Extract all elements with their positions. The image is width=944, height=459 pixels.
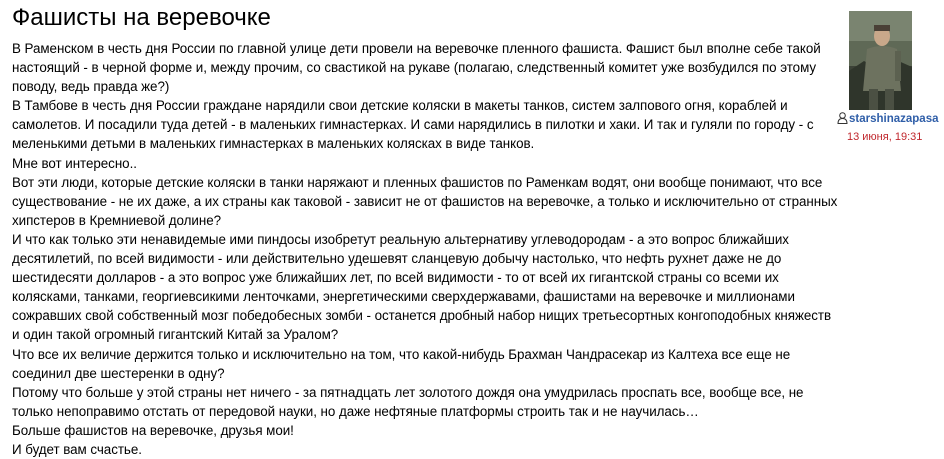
post-paragraph: В Раменском в честь дня России по главной улице дети провели на веревочке пленного фашиста. Фашист был вполне себе такой настоящий - в черной форме и, между прочим, со свастикой на рукаве (полагаю, следственный комитет уже возбудился по этому поводу, ведь правда же?) [12,41,821,95]
user-icon [837,112,848,124]
author-line [837,112,939,125]
post-paragraph: Что все их величие держится только и исключительно на том, что какой-нибудь Брахман Чандрасекар из Калтеха все еще не соединил две шестеренки в одну? [12,346,791,381]
author-box [835,8,943,158]
post-paragraph: Мне вот интересно.. [12,155,137,171]
post-title: Фашисты на веревочке [12,4,271,31]
post-paragraph: И что как только эти ненавидемые ими пиндосы изобретут реальную альтернативу углеводородам - а это вопрос ближайших десятилетий, по всей видимости - или действительно удешевят сланцевую добычу настолько, что нефть рухнет даже не до шестидесяти долларов - а это вопрос уже ближайших лет, по всей видимости - то от всей их гигантской страны со всеми их колясками, танками, георгиевсикими ленточками, энергетическими сверхдержавами, фашистами на веревочке и миллионами сожравших свой собственный мозг победобесных зомби - останется дробный набор нищих третьесортных конгоподобных княжеств и один такой огромный гигантский Китай за Уралом? [12,231,832,343]
username-link[interactable]: starshinazapasa [849,113,939,125]
post-paragraph: И будет вам счастье. [12,441,142,457]
avatar-photo [849,11,912,110]
post-body [12,39,842,459]
post-paragraph: В Тамбове в честь дня России граждане нарядили свои детские коляски в макеты танков, систем залпового огня, кораблей и самолетов. И посадили туда детей - в маленьких гимнастерках. И сами нарядились в пилотки и хаки. И так и гуляли по городу - с меленькими детьми в маленьких гимнастерках в маленьких колясках в виде танков. [12,98,814,152]
post-paragraph: Больше фашистов на веревочке, друзья мои! [12,422,294,438]
post-timestamp: 13 июня, 19:31 [847,131,923,143]
post-paragraph: Вот эти люди, которые детские коляски в танки наряжают и пленных фашистов по Раменкам водят, они вообще понимают, что все существование - не их даже, а их страны как таковой - зависит не от фашистов на веревочке, а только и исключительно от странных хипстеров в Кремниевой долине? [12,174,838,228]
avatar[interactable] [849,11,912,110]
post-paragraph: Потому что больше у этой страны нет ничего - за пятнадцать лет золотого дождя она умудрилась проспать все, вообще все, не только непоправимо отстать от передовой науки, но даже нефтяные платформы строить так и не научилась… [12,384,804,419]
